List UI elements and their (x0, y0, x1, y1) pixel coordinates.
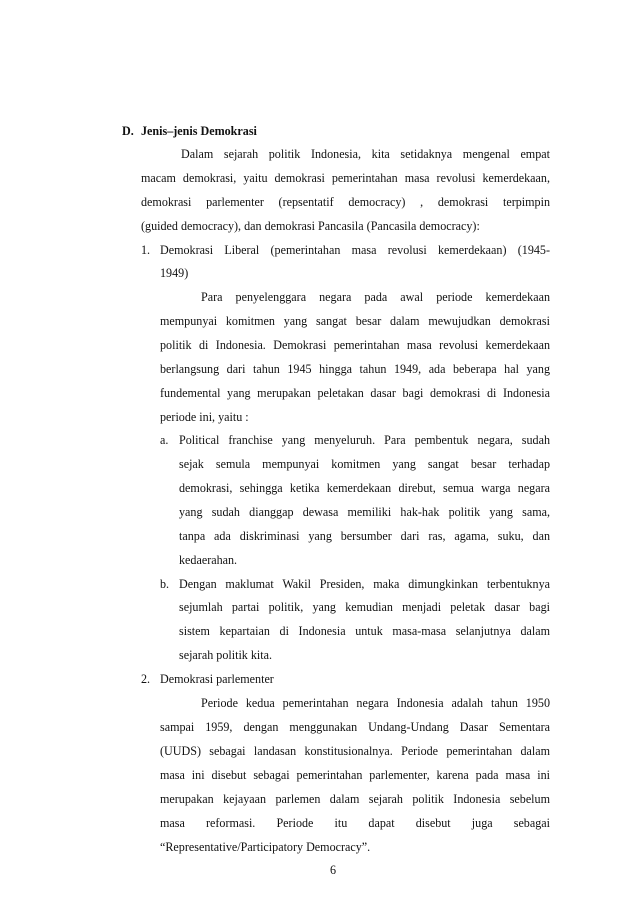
paragraph-line: fundemental yang merupakan peletakan dasar bagi demokrasi di Indonesia (160, 386, 550, 400)
item-title: Demokrasi Liberal (pemerintahan masa revolusi kemerdekaan) (1945- (160, 243, 550, 257)
item-title: Demokrasi parlementer (160, 672, 274, 686)
intro-line: demokrasi parlementer (repsentatif democracy) , demokrasi terpimpin (141, 195, 550, 209)
sub-item-line: tanpa ada diskriminasi yang bersumber dari ras, agama, suku, dan (179, 529, 550, 543)
sub-item-line: sistem kepartaian di Indonesia untuk masa-masa selanjutnya dalam (179, 624, 550, 638)
intro-line: macam demokrasi, yaitu demokrasi pemerintahan masa revolusi kemerdekaan, (141, 171, 550, 185)
list-number: 2. (141, 672, 151, 686)
page-number: 6 (330, 863, 337, 877)
paragraph-line: sampai 1959, dengan menggunakan Undang-Undang Dasar Sementara (160, 720, 550, 734)
section-title: Jenis–jenis Demokrasi (141, 124, 257, 138)
paragraph-line: mempunyai komitmen yang sangat besar dalam mewujudkan demokrasi (160, 314, 550, 328)
intro-line: (guided democracy), dan demokrasi Pancasila (Pancasila democracy): (141, 219, 480, 233)
paragraph-line: Periode kedua pemerintahan negara Indonesia adalah tahun 1950 (201, 696, 550, 710)
sub-item-line: Political franchise yang menyeluruh. Para pembentuk negara, sudah (179, 433, 550, 447)
sub-item-line: yang sudah dianggap dewasa memiliki hak-hak politik yang sama, (179, 505, 550, 519)
sub-item-line: kedaerahan. (179, 553, 238, 567)
paragraph-line: Para penyelenggara negara pada awal periode kemerdekaan (201, 290, 550, 304)
intro-line: Dalam sejarah politik Indonesia, kita setidaknya mengenal empat (181, 147, 550, 161)
paragraph-line: “Representative/Participatory Democracy”. (160, 840, 371, 854)
paragraph-line: periode ini, yaitu : (160, 410, 249, 424)
section-marker: D. (122, 124, 134, 138)
sub-marker: b. (160, 577, 170, 591)
sub-item-line: demokrasi, sehingga ketika kemerdekaan direbut, semua warga negara (179, 481, 550, 495)
sub-item-line: sejarah politik kita. (179, 648, 273, 662)
paragraph-line: (UUDS) sebagai landasan konstitusionalnya. Periode pemerintahan dalam (160, 744, 550, 758)
sub-item-line: Dengan maklumat Wakil Presiden, maka dimungkinkan terbentuknya (179, 577, 550, 591)
sub-item-line: sejumlah partai politik, yang kemudian menjadi peletak dasar bagi (179, 600, 550, 614)
paragraph-line: masa ini disebut sebagai pemerintahan parlementer, karena pada masa ini (160, 768, 550, 782)
paragraph-line: berlangsung dari tahun 1945 hingga tahun 1949, ada beberapa hal yang (160, 362, 550, 376)
paragraph-line: politik di Indonesia. Demokrasi pemerintahan masa revolusi kemerdekaan (160, 338, 550, 352)
paragraph-line: merupakan kejayaan parlemen dalam sejarah politik Indonesia sebelum (160, 792, 550, 806)
item-title: 1949) (160, 266, 189, 280)
paragraph-line: masa reformasi. Periode itu dapat disebut juga sebagai (160, 816, 550, 830)
sub-marker: a. (160, 433, 169, 447)
sub-item-line: sejak semula mempunyai komitmen yang sangat besar terhadap (179, 457, 550, 471)
list-number: 1. (141, 243, 151, 257)
